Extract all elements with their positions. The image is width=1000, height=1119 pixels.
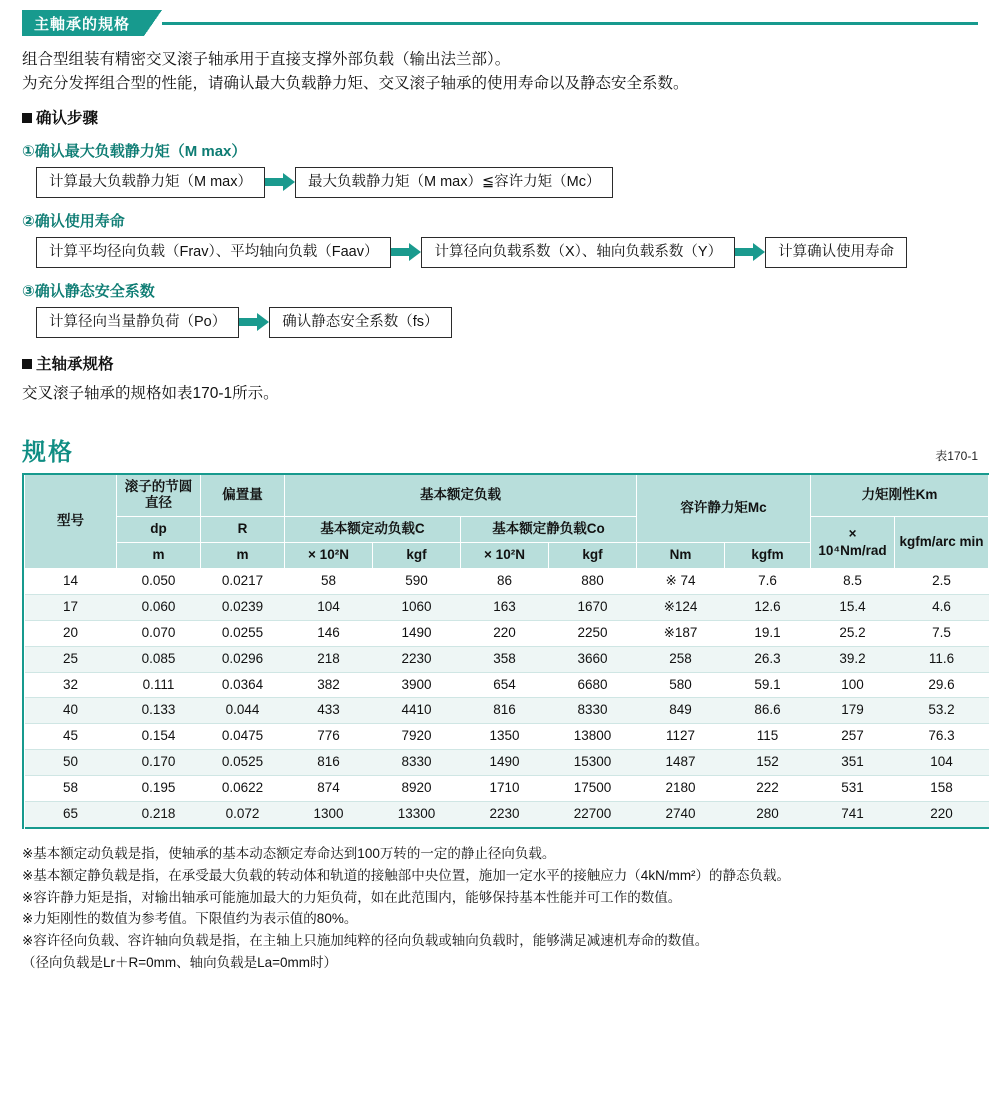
cell: 7.5 bbox=[895, 620, 989, 646]
cell: 179 bbox=[811, 698, 895, 724]
arrow-icon bbox=[735, 243, 765, 261]
table-row bbox=[25, 698, 989, 724]
cell: 8330 bbox=[549, 698, 637, 724]
table-row bbox=[25, 620, 989, 646]
cell: 4.6 bbox=[895, 594, 989, 620]
cell: 100 bbox=[811, 672, 895, 698]
header-slant-decor bbox=[144, 10, 162, 36]
cell: 14 bbox=[25, 569, 117, 595]
flow-box: 最大负载静力矩（M max）≦容许力矩（Mc） bbox=[295, 167, 613, 198]
cell: ※124 bbox=[637, 594, 725, 620]
cell: 25.2 bbox=[811, 620, 895, 646]
cell: 86 bbox=[461, 569, 549, 595]
cell: ※ 74 bbox=[637, 569, 725, 595]
cell: 222 bbox=[725, 776, 811, 802]
cell: 2180 bbox=[637, 776, 725, 802]
cell: 0.0622 bbox=[201, 776, 285, 802]
step-3-title: ③确认静态安全系数 bbox=[22, 282, 155, 300]
cell: 158 bbox=[895, 776, 989, 802]
cell: 1300 bbox=[285, 801, 373, 827]
th-offset: 偏置量 bbox=[201, 474, 285, 517]
th-pitch-diameter: 滚子的节圆直径 bbox=[117, 474, 201, 517]
cell: 0.218 bbox=[117, 801, 201, 827]
cell: 2230 bbox=[373, 646, 461, 672]
intro-line-2: 为充分发挥组合型的性能，请确认最大负载静力矩、交叉滚子轴承的使用寿命以及静态安全系数。 bbox=[22, 75, 689, 93]
th-unit-co-kgf: kgf bbox=[549, 543, 637, 569]
table-row bbox=[25, 646, 989, 672]
main-bearing-title-label: 主轴承规格 bbox=[36, 355, 114, 373]
cell: 15.4 bbox=[811, 594, 895, 620]
cell: 0.0364 bbox=[201, 672, 285, 698]
cell: 6680 bbox=[549, 672, 637, 698]
cell: 0.044 bbox=[201, 698, 285, 724]
step-1-flow bbox=[36, 167, 978, 198]
main-bearing-title bbox=[22, 352, 978, 374]
cell: 2250 bbox=[549, 620, 637, 646]
th-unit-co-n: × 10²N bbox=[461, 543, 549, 569]
cell: 3660 bbox=[549, 646, 637, 672]
cell: 351 bbox=[811, 750, 895, 776]
cell: 257 bbox=[811, 724, 895, 750]
cell: 29.6 bbox=[895, 672, 989, 698]
th-basic-rated-load: 基本额定负载 bbox=[285, 474, 637, 517]
cell: 104 bbox=[285, 594, 373, 620]
cell: 816 bbox=[285, 750, 373, 776]
cell: 7.6 bbox=[725, 569, 811, 595]
table-row bbox=[25, 594, 989, 620]
flow-box: 计算确认使用寿命 bbox=[765, 237, 907, 268]
cell: 19.1 bbox=[725, 620, 811, 646]
cell: 0.0239 bbox=[201, 594, 285, 620]
cell: 0.085 bbox=[117, 646, 201, 672]
cell: 0.0475 bbox=[201, 724, 285, 750]
table-row bbox=[25, 672, 989, 698]
square-bullet-icon bbox=[22, 113, 32, 123]
cell: 258 bbox=[637, 646, 725, 672]
spec-heading-row bbox=[22, 432, 978, 467]
cell: 1490 bbox=[461, 750, 549, 776]
cell: 58 bbox=[285, 569, 373, 595]
footnote: ※容许静力矩是指，对输出轴承可能施加最大的力矩负荷，如在此范围内，能够保持基本性能并可工作的数值。 bbox=[22, 889, 682, 905]
footnote: （径向负载是Lr＋R=0mm、轴向负载是La=0mm时） bbox=[22, 955, 338, 971]
cell: 816 bbox=[461, 698, 549, 724]
cell: 3900 bbox=[373, 672, 461, 698]
cell: 8.5 bbox=[811, 569, 895, 595]
cell: 358 bbox=[461, 646, 549, 672]
footnote: ※容许径向负载、容许轴向负载是指，在主轴上只施加纯粹的径向负载或轴向负载时，能够满足减速机寿命的数值。 bbox=[22, 933, 709, 949]
spec-table-body bbox=[25, 569, 989, 828]
cell: 152 bbox=[725, 750, 811, 776]
table-row bbox=[25, 724, 989, 750]
th-allow-static-moment: 容许静力矩Mc bbox=[637, 474, 811, 543]
cell: 115 bbox=[725, 724, 811, 750]
flow-box: 计算平均径向负载（Frav）、平均轴向负载（Faav） bbox=[36, 237, 391, 268]
cell: 25 bbox=[25, 646, 117, 672]
cell: 0.195 bbox=[117, 776, 201, 802]
table-row bbox=[25, 801, 989, 827]
cell: 1127 bbox=[637, 724, 725, 750]
arrow-icon bbox=[239, 313, 269, 331]
cell: ※187 bbox=[637, 620, 725, 646]
th-unit-c-kgf: kgf bbox=[373, 543, 461, 569]
footnote: ※力矩刚性的数值为参考值。下限值约为表示值的80%。 bbox=[22, 911, 358, 927]
cell: 218 bbox=[285, 646, 373, 672]
cell: 590 bbox=[373, 569, 461, 595]
flow-box: 计算径向负载系数（X）、轴向负载系数（Y） bbox=[421, 237, 735, 268]
flow-box: 计算最大负载静力矩（M max） bbox=[36, 167, 265, 198]
th-moment-rigidity: 力矩刚性Km bbox=[811, 474, 989, 517]
cell: 53.2 bbox=[895, 698, 989, 724]
cell: 146 bbox=[285, 620, 373, 646]
footnote: ※基本额定动负载是指，使轴承的基本动态额定寿命达到100万转的一定的静止径向负载。 bbox=[22, 845, 556, 861]
th-unit-c-n: × 10²N bbox=[285, 543, 373, 569]
page-root bbox=[0, 10, 1000, 1119]
flow-box: 确认静态安全系数（fs） bbox=[269, 307, 451, 338]
th-unit-mc-nm: Nm bbox=[637, 543, 725, 569]
th-unit-dp: m bbox=[117, 543, 201, 569]
cell: 7920 bbox=[373, 724, 461, 750]
header-rule bbox=[162, 10, 978, 36]
cell: 531 bbox=[811, 776, 895, 802]
cell: 1350 bbox=[461, 724, 549, 750]
cell: 1490 bbox=[373, 620, 461, 646]
cell: 0.0255 bbox=[201, 620, 285, 646]
cell: 15300 bbox=[549, 750, 637, 776]
cell: 874 bbox=[285, 776, 373, 802]
step-2-title: ②确认使用寿命 bbox=[22, 212, 125, 230]
intro-line-1: 组合型组装有精密交叉滚子轴承用于直接支撑外部负载（输出法兰部）。 bbox=[22, 51, 511, 68]
cell: 65 bbox=[25, 801, 117, 827]
flow-box: 计算径向当量静负荷（Po） bbox=[36, 307, 239, 338]
cell: 104 bbox=[895, 750, 989, 776]
step-1-title: ①确认最大负载静力矩（M max） bbox=[22, 143, 247, 161]
cell: 26.3 bbox=[725, 646, 811, 672]
cell: 741 bbox=[811, 801, 895, 827]
cell: 76.3 bbox=[895, 724, 989, 750]
cell: 0.0525 bbox=[201, 750, 285, 776]
cell: 22700 bbox=[549, 801, 637, 827]
table-row bbox=[25, 750, 989, 776]
cell: 0.154 bbox=[117, 724, 201, 750]
cell: 39.2 bbox=[811, 646, 895, 672]
step-2-flow bbox=[36, 237, 978, 268]
cell: 1710 bbox=[461, 776, 549, 802]
cell: 17500 bbox=[549, 776, 637, 802]
cell: 433 bbox=[285, 698, 373, 724]
cell: 280 bbox=[725, 801, 811, 827]
cell: 1670 bbox=[549, 594, 637, 620]
footnotes bbox=[22, 843, 978, 974]
cell: 0.170 bbox=[117, 750, 201, 776]
confirm-steps-title-label: 确认步骤 bbox=[36, 110, 99, 128]
cell: 0.072 bbox=[201, 801, 285, 827]
spec-table bbox=[24, 473, 989, 829]
cell: 58 bbox=[25, 776, 117, 802]
th-model: 型号 bbox=[25, 474, 117, 569]
cell: 1060 bbox=[373, 594, 461, 620]
cell: 2230 bbox=[461, 801, 549, 827]
header-title: 主軸承的規格 bbox=[22, 10, 144, 36]
cell: 4410 bbox=[373, 698, 461, 724]
cell: 50 bbox=[25, 750, 117, 776]
table-number: 表170-1 bbox=[935, 448, 978, 463]
cell: 45 bbox=[25, 724, 117, 750]
cell: 0.111 bbox=[117, 672, 201, 698]
table-row bbox=[25, 569, 989, 595]
step-3-flow bbox=[36, 307, 978, 338]
spec-table-wrapper bbox=[22, 473, 984, 829]
cell: 220 bbox=[895, 801, 989, 827]
th-km-kgfm: kgfm/arc min bbox=[895, 517, 989, 569]
cell: 59.1 bbox=[725, 672, 811, 698]
cell: 0.050 bbox=[117, 569, 201, 595]
spec-heading: 规格 bbox=[22, 438, 74, 466]
main-bearing-note: 交叉滚子轴承的规格如表170-1所示。 bbox=[22, 384, 279, 402]
th-unit-mc-kgfm: kgfm bbox=[725, 543, 811, 569]
cell: 0.0296 bbox=[201, 646, 285, 672]
footnote: ※基本额定静负载是指，在承受最大负载的转动体和轨道的接触部中央位置，施加一定水平的接触应力（4kN/mm²）的静态负载。 bbox=[22, 867, 791, 883]
th-static-co: 基本额定静负载Co bbox=[461, 517, 637, 543]
confirm-steps-title bbox=[22, 106, 978, 128]
cell: 86.6 bbox=[725, 698, 811, 724]
cell: 32 bbox=[25, 672, 117, 698]
cell: 13300 bbox=[373, 801, 461, 827]
cell: 0.070 bbox=[117, 620, 201, 646]
arrow-icon bbox=[391, 243, 421, 261]
th-km-nm: × 10⁴Nm/rad bbox=[811, 517, 895, 569]
cell: 8330 bbox=[373, 750, 461, 776]
cell: 382 bbox=[285, 672, 373, 698]
cell: 776 bbox=[285, 724, 373, 750]
th-dp: dp bbox=[117, 517, 201, 543]
cell: 8920 bbox=[373, 776, 461, 802]
table-row bbox=[25, 776, 989, 802]
th-dynamic-c: 基本额定动负载C bbox=[285, 517, 461, 543]
cell: 12.6 bbox=[725, 594, 811, 620]
cell: 17 bbox=[25, 594, 117, 620]
th-unit-r: m bbox=[201, 543, 285, 569]
section-header bbox=[22, 10, 978, 40]
cell: 2740 bbox=[637, 801, 725, 827]
cell: 580 bbox=[637, 672, 725, 698]
cell: 220 bbox=[461, 620, 549, 646]
cell: 11.6 bbox=[895, 646, 989, 672]
cell: 20 bbox=[25, 620, 117, 646]
cell: 163 bbox=[461, 594, 549, 620]
cell: 0.0217 bbox=[201, 569, 285, 595]
cell: 849 bbox=[637, 698, 725, 724]
th-r: R bbox=[201, 517, 285, 543]
cell: 654 bbox=[461, 672, 549, 698]
cell: 880 bbox=[549, 569, 637, 595]
cell: 2.5 bbox=[895, 569, 989, 595]
cell: 1487 bbox=[637, 750, 725, 776]
cell: 13800 bbox=[549, 724, 637, 750]
cell: 40 bbox=[25, 698, 117, 724]
cell: 0.060 bbox=[117, 594, 201, 620]
square-bullet-icon bbox=[22, 359, 32, 369]
arrow-icon bbox=[265, 173, 295, 191]
cell: 0.133 bbox=[117, 698, 201, 724]
